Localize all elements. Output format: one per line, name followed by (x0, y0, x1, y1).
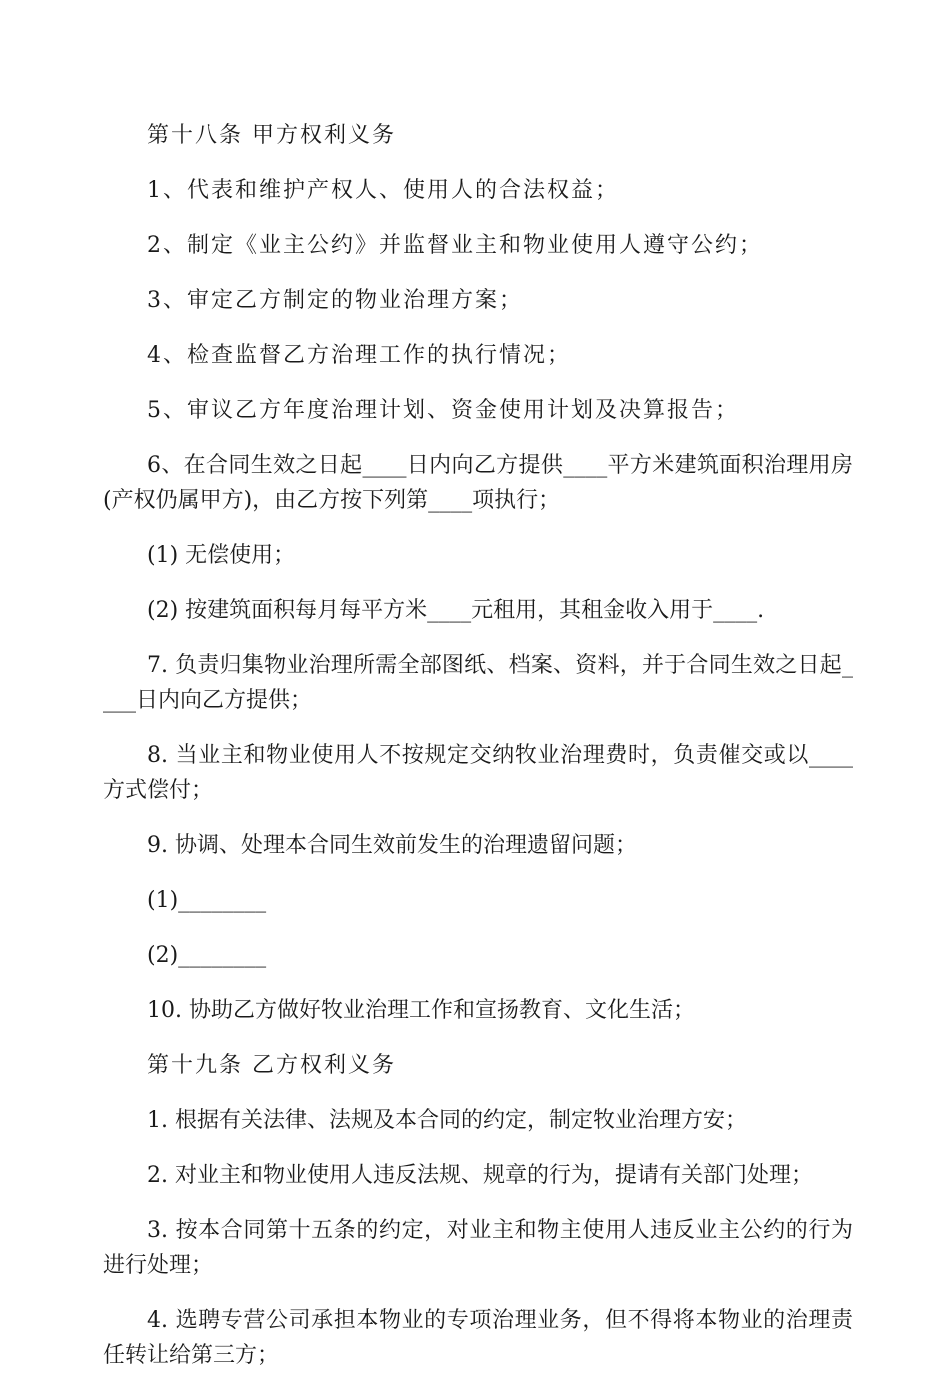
article-19-heading: 第十九条 乙方权利义务 (147, 1053, 396, 1078)
paragraph-a6-option-1: (1) 无偿使用； (147, 543, 296, 568)
paragraph-a7: 7. 负责归集物业治理所需全部图纸、档案、资料，并于合同生效之日起____日内向乙方提供； (103, 653, 853, 713)
paragraph-b2: 2. 对业主和物业使用人违反法规、规章的行为，提请有关部门处理； (147, 1163, 813, 1188)
paragraph-a6-option-2: (2) 按建筑面积每月每平方米____元租用，其租金收入用于____. (147, 598, 765, 623)
paragraph-a10: 10. 协助乙方做好牧业治理工作和宣扬教育、文化生活； (147, 998, 695, 1023)
document-body (103, 118, 853, 1393)
paragraph-a3: 3、审定乙方制定的物业治理方案； (147, 288, 523, 313)
paragraph-b4: 4. 选聘专营公司承担本物业的专项治理业务，但不得将本物业的治理责任转让给第三方； (103, 1308, 853, 1368)
article-18-heading: 第十八条 甲方权利义务 (147, 123, 396, 148)
paragraph-a6: 6、在合同生效之日起____日内向乙方提供____平方米建筑面积治理用房(产权仍属甲方)，由乙方按下列第____项执行； (103, 453, 853, 513)
paragraph-a9-item-1: (1)________ (147, 888, 267, 913)
paragraph-a2: 2、制定《业主公约》并监督业主和物业使用人遵守公约； (147, 233, 763, 258)
paragraph-a8: 8. 当业主和物业使用人不按规定交纳牧业治理费时，负责催交或以____方式偿付； (103, 743, 853, 803)
paragraph-b1: 1. 根据有关法律、法规及本合同的约定，制定牧业治理方安； (147, 1108, 747, 1133)
paragraph-a9: 9. 协调、处理本合同生效前发生的治理遗留问题； (147, 833, 637, 858)
paragraph-b3: 3. 按本合同第十五条的约定，对业主和物主使用人违反业主公约的行为进行处理； (103, 1218, 853, 1278)
paragraph-a1: 1、代表和维护产权人、使用人的合法权益； (147, 178, 619, 203)
paragraph-a4: 4、检查监督乙方治理工作的执行情况； (147, 343, 571, 368)
paragraph-a5: 5、审议乙方年度治理计划、资金使用计划及决算报告； (147, 398, 739, 423)
paragraph-a9-item-2: (2)________ (147, 943, 267, 968)
